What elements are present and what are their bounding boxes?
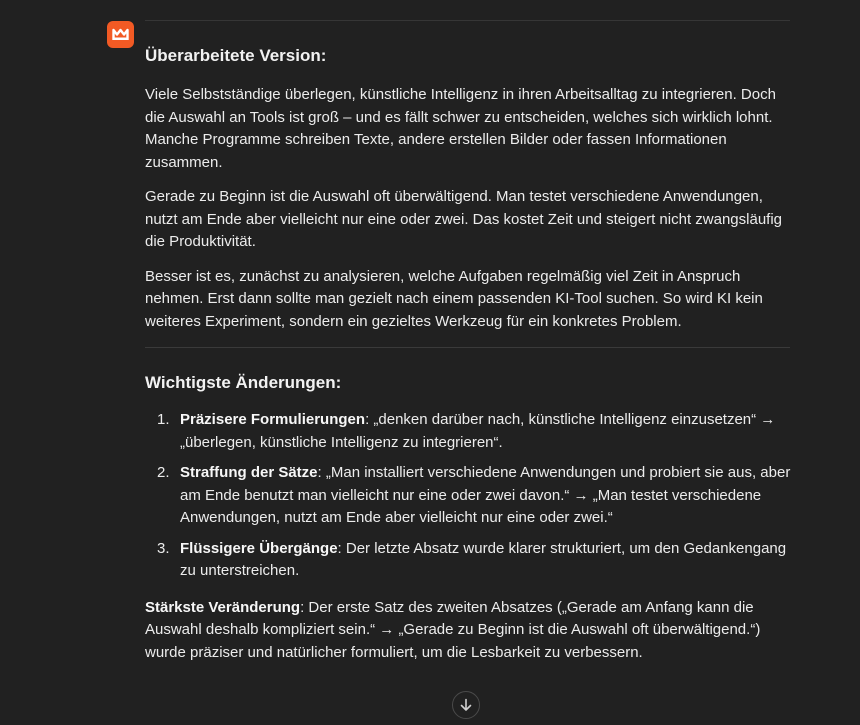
list-item-number: 2. bbox=[157, 464, 170, 481]
list-item-title: Flüssigere Übergänge bbox=[180, 539, 338, 557]
summary-title: Stärkste Veränderung bbox=[145, 598, 301, 616]
list-item-text: : Der letzte Absatz wurde klarer strukturiert, um den Gedankengang zu unterstreichen. bbox=[180, 539, 787, 579]
section-heading-revised: Überarbeitete Version: bbox=[145, 46, 327, 65]
assistant-message bbox=[145, 44, 795, 664]
paragraph-3: Besser ist es, zunächst zu analysieren, welche Aufgaben regelmäßig viel Zeit in Anspruch nehmen. Erst dann sollte man gezielt nach einem passenden KI-Tool suchen. So wird KI kein weiteres Experiment, sondern ein gezieltes Werkzeug für ein konkretes Problem. bbox=[145, 267, 763, 330]
assistant-avatar bbox=[107, 21, 134, 48]
list-item bbox=[145, 409, 795, 454]
message-divider bbox=[145, 20, 790, 21]
arrow-down-icon bbox=[459, 698, 473, 712]
list-item-title: Präzisere Formulierungen bbox=[180, 411, 366, 428]
list-item bbox=[145, 462, 795, 530]
changes-list bbox=[145, 409, 795, 583]
list-item bbox=[145, 538, 795, 583]
list-item-text: : „Man installiert verschiedene Anwendungen und probiert sie aus, aber am Ende benutzt man vielleicht nur eine oder zwei davon.“ → „Man testet verschiedene Anwendungen, nutzt am Ende aber vielleicht nur eine oder zwei.“ bbox=[180, 464, 791, 526]
scroll-to-bottom-button[interactable] bbox=[452, 691, 480, 719]
paragraph-2: Gerade zu Beginn ist die Auswahl oft überwältigend. Man testet verschiedene Anwendungen, nutzt am Ende aber vielleicht nur eine oder zwei. Das kostet Zeit und steigert nicht zwangsläufig die Produktivität. bbox=[145, 188, 783, 250]
paragraph-1: Viele Selbstständige überlegen, künstliche Intelligenz in ihren Arbeitsalltag zu integrieren. Doch die Auswahl an Tools ist groß – und es fällt schwer zu entscheiden, welches sich wirklich lohnt. Manche Programme schreiben Texte, andere erstellen Bilder oder fassen Informationen zusammen. bbox=[145, 86, 776, 171]
section-divider bbox=[145, 347, 790, 348]
list-item-title: Straffung der Sätze bbox=[180, 464, 318, 481]
summary-paragraph bbox=[145, 597, 795, 665]
section-heading-changes: Wichtigste Änderungen: bbox=[145, 373, 342, 392]
list-item-number: 3. bbox=[157, 539, 170, 557]
list-item-text: : „denken darüber nach, künstliche Intelligenz einzusetzen“ → „überlegen, künstliche Intelligenz zu integrieren“. bbox=[180, 411, 776, 451]
list-item-number: 1. bbox=[157, 411, 170, 428]
summary-text: : Der erste Satz des zweiten Absatzes („Gerade am Anfang kann die Auswahl deshalb kompliziert sein.“ → „Gerade zu Beginn ist die Auswahl oft überwältigend.“) wurde präziser und natürlicher formuliert, um die Lesbarkeit zu verbessern. bbox=[145, 598, 761, 661]
assistant-logo-icon bbox=[112, 28, 129, 41]
